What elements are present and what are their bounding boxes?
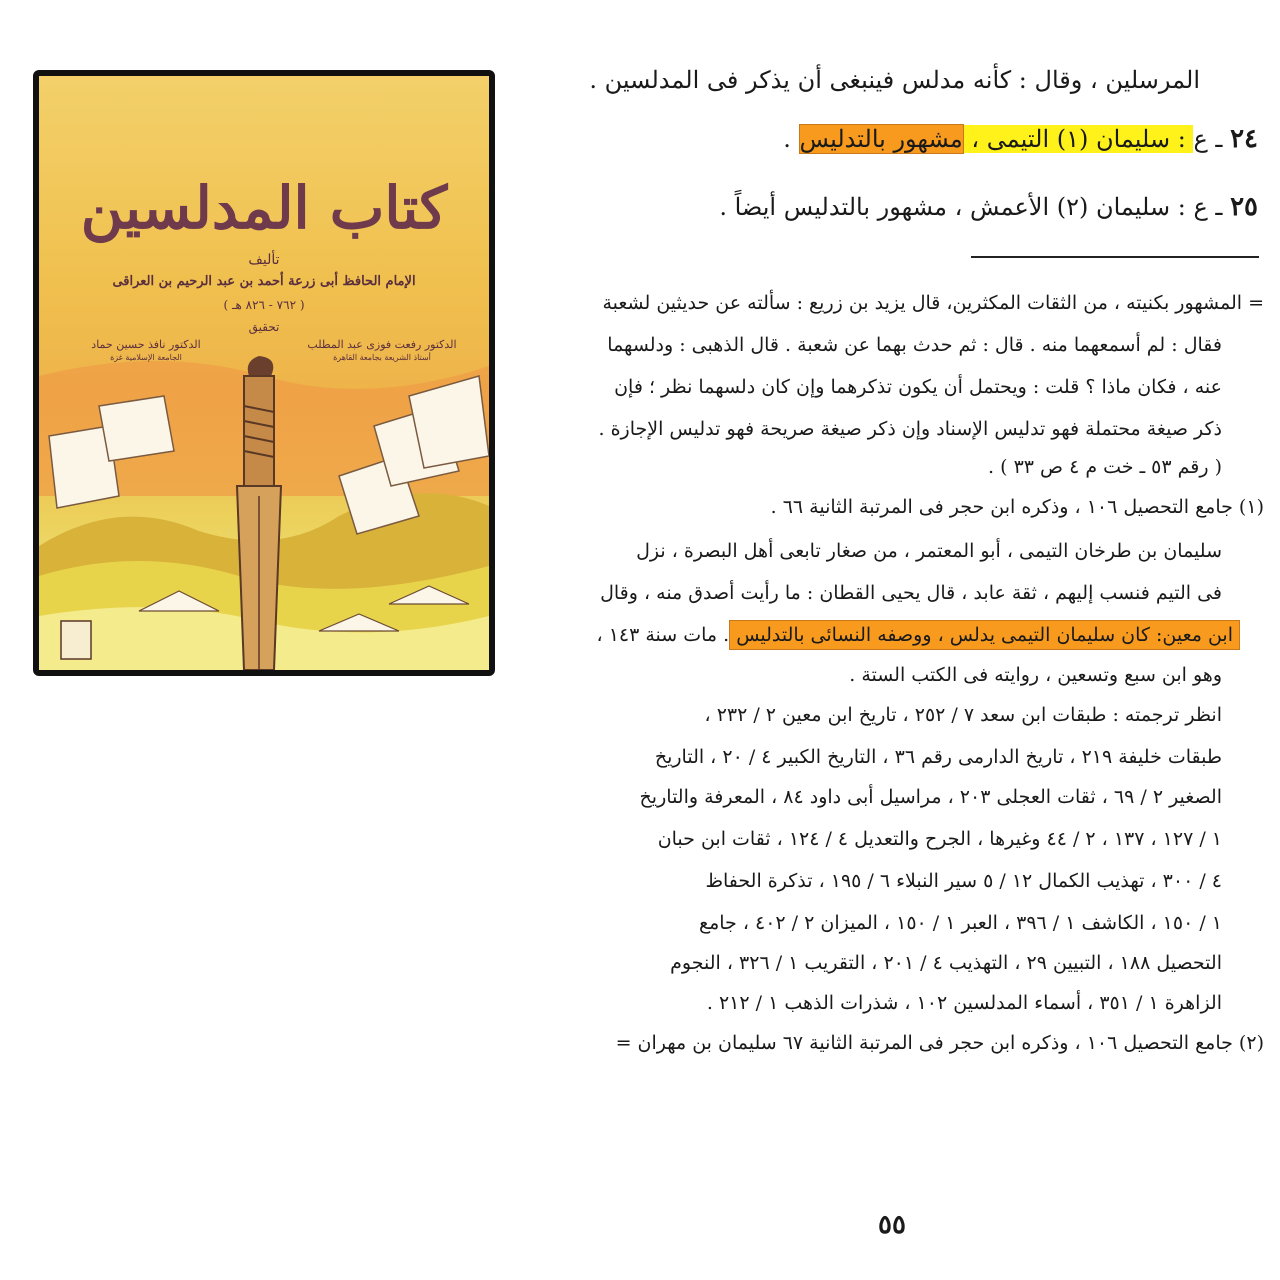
- cover-author: الإمام الحافظ أبى زرعة أحمد بن عبد الرحيم بن العراقى: [112, 274, 416, 289]
- page-number: ٥٥: [878, 1210, 906, 1240]
- editor-left-name: الدكتور نافذ حسين حماد: [91, 338, 201, 351]
- cover-editor-right: [297, 338, 467, 362]
- cover-editing-label: تحقيق: [248, 320, 280, 334]
- footnote-line-4: ذكر صيغة محتملة فهو تدليس الإسناد وإن ذكر صيغة صريحة فهو تدليس الإجازة .: [598, 418, 1222, 440]
- footnote-line-1: = المشهور بكنيته ، من الثقات المكثرين، قال يزيد بن زريع : سألته عن حديثين لشعبة: [602, 292, 1264, 314]
- footnote-line-9-rest: . مات سنة ١٤٣ ،: [596, 624, 730, 646]
- main-text-line-1: المرسلين ، وقال : كأنه مدلس فينبغى أن يذكر فى المدلسين .: [589, 66, 1200, 94]
- cover-title: كتاب المدلسين: [80, 174, 448, 242]
- footnote-line-10: وهو ابن سبع وتسعين ، روايته فى الكتب الستة .: [849, 664, 1222, 686]
- book-cover: [33, 70, 495, 676]
- footnote-line-5: ( رقم ٥٣ ـ خت م ٤ ص ٣٣ ) .: [988, 456, 1222, 478]
- footnote-line-9: [597, 624, 1240, 646]
- cover-authorship-label: تأليف: [248, 252, 280, 268]
- footnote-line-16: ١ / ١٥٠ ، الكاشف ١ / ٣٩٦ ، العبر ١ / ١٥٠ ، الميزان ٢ / ٤٠٢ ، جامع: [698, 912, 1222, 934]
- ibn-maeen-highlight: ابن معين: كان سليمان التيمى يدلس ، ووصفه النسائى بالتدليس: [729, 620, 1240, 650]
- entry-24-yellow-highlight: : سليمان (١) التيمى ،: [963, 125, 1194, 153]
- cover-editor-left: [61, 338, 231, 362]
- editor-left-title: الجامعة الإسلامية غزة: [110, 353, 182, 362]
- publisher-logo: [61, 621, 91, 659]
- entry-25-number: ٢٥: [1230, 192, 1258, 222]
- footnote-line-18: الزاهرة ١ / ٣٥١ ، أسماء المدلسين ١٠٢ ، شذرات الذهب ١ / ٢١٢ .: [706, 992, 1222, 1014]
- footnote-line-13: الصغير ٢ / ٦٩ ، ثقات العجلى ٢٠٣ ، مراسيل أبى داود ٨٤ ، المعرفة والتاريخ: [639, 786, 1222, 808]
- editor-right-title: أستاذ الشريعة بجامعة القاهرة: [333, 353, 431, 362]
- cover-illustration: [39, 76, 489, 670]
- footnote-line-12: طبقات خليفة ٢١٩ ، تاريخ الدارمى رقم ٣٦ ، التاريخ الكبير ٤ / ٢٠ ، التاريخ: [654, 746, 1222, 768]
- entry-24-prefix: ـ ع: [1193, 125, 1231, 153]
- entry-25-text: ـ ع : سليمان (٢) الأعمش ، مشهور بالتدليس أيضاً .: [719, 193, 1231, 221]
- footnote-line-15: ٤ / ٣٠٠ ، تهذيب الكمال ١٢ / ٥ سير النبلاء ٦ / ١٩٥ ، تذكرة الحفاظ: [705, 870, 1222, 892]
- footnote-line-7: سليمان بن طرخان التيمى ، أبو المعتمر ، من صغار تابعى أهل البصرة ، نزل: [636, 540, 1222, 562]
- footnote-line-2: فقال : لم أسمعهما منه . قال : ثم حدث بهما عن شعبة . قال الذهبى : ودلسهما: [607, 334, 1222, 356]
- cover-dates: ( ٧٦٢ - ٨٢٦ هـ ): [223, 298, 305, 312]
- footnote-line-17: التحصيل ١٨٨ ، التبيين ٢٩ ، التهذيب ٤ / ٢٠١ ، التقريب ١ / ٣٢٦ ، النجوم: [670, 952, 1222, 974]
- footnote-line-8: فى التيم فنسب إليهم ، ثقة عابد ، قال يحيى القطان : ما رأيت أصدق منه ، وقال: [600, 582, 1222, 604]
- entry-24: [783, 124, 1258, 154]
- footnote-separator: [971, 256, 1259, 258]
- footnote-2: (٢) جامع التحصيل ١٠٦ ، وذكره ابن حجر فى المرتبة الثانية ٦٧ سليمان بن مهران =: [615, 1032, 1264, 1054]
- entry-25: [719, 192, 1258, 222]
- footnote-line-14: ١ / ١٢٧ ، ١٣٧ ، ٢ / ٤٤ وغيرها ، الجرح والتعديل ٤ / ١٢٤ ، ثقات ابن حبان: [657, 828, 1222, 850]
- entry-24-suffix: .: [783, 125, 799, 153]
- editor-right-name: الدكتور رفعت فوزى عبد المطلب: [307, 338, 457, 351]
- footnote-line-11: انظر ترجمته : طبقات ابن سعد ٧ / ٢٥٢ ، تاريخ ابن معين ٢ / ٢٣٢ ،: [704, 704, 1222, 726]
- footnote-line-3: عنه ، فكان ماذا ؟ قلت : ويحتمل أن يكون تذكرهما وإن كان دلسهما نظر ؛ فإن: [614, 376, 1222, 398]
- footnote-1: (١) جامع التحصيل ١٠٦ ، وذكره ابن حجر فى المرتبة الثانية ٦٦ .: [770, 496, 1264, 518]
- entry-24-orange-highlight: مشهور بالتدليس: [799, 125, 963, 153]
- entry-24-number: ٢٤: [1230, 124, 1258, 154]
